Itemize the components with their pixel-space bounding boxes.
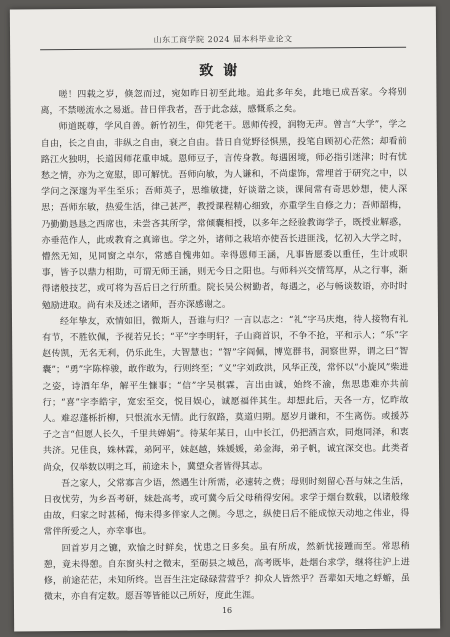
acknowledgements-title: 致谢 [199, 62, 248, 80]
acknowledgements-body [40, 85, 410, 606]
paragraph-farewell: 嗟！四载之岁，倏忽而过，宛如昨日初至此地。追此多年矣，此地已成吾家。今将别离，不禁嗟流水之易逝。昔日伴我者，吾于此念兹，感慨系之矣。 [40, 87, 407, 117]
paragraph-friends: 经年挚友，欢情如旧，微斯人，吾谁与归？一言以志之：“礼”字马庆炮，待人接物有礼有节，不胜钦佩，予视若兄长；“平”字李明轩，子山商首识，不争不抢，平和示人；“乐”字赵传凯，无名无利，仍乐此生，大智慧也；“智”字阎佩，博览群书，洞察世界，谓之曰“智囊”；“勇”字陈梓骏，敢作敢为，行则终至；“义”字刘政洪，风华正茂，常怀以“小旋风”柴进之姿，诗酒年华，解平生慷事；“信”字吴棋霖，言出由诚，始终不渝，焦思患难亦共前行；“喜”字李皓宇，宽宏至交，悦目娱心，诚愿福伴其生。却想此后，天各一方，忆昨故人。难忍蓬栎折柳，只恨流水无情。此行叙路，莫道归期。愿岁月谦和，不生离伤。或援苏子之言“但愿人长久，千里共婵娟”。待某年某日，山中长江，仍把酒言欢，同炮同泽，和衷共济。兄佳良，姝林霖，弟阿平，妹赵越，姝媛媛，弟金海，弟子帆，诚宜深交也。此类者尚众，仅举数以明之耳，前途未卜，冀望众者皆得其志。 [42, 314, 409, 473]
page-number: 16 [221, 605, 233, 616]
paragraph-family: 吾之家人，父常寡言少语，然遇生计所需，必速转之费；母则时刻留心吾与妹之生活，日夜忧劳，为乡吾考研，妹赴高考，或可冀今后父母稍得安闲。求学于烟台数载，以诸般缘由故，归家之时甚稀，悔未得多伴家人之侧。今思之，纵使日后不能成惊天动地之伟业，得常伴所爱之人，亦幸事也。 [43, 476, 410, 538]
running-header: 山东工商学院 2024 届本科毕业论文 [40, 33, 406, 51]
thesis-page [10, 7, 440, 632]
paragraph-teachers: 师道既尊，学风自善。新竹初生，仰凭老干。恩师传授，润物无声。曾言“大学”，学之自由，长之自由，非纵之自由，衰之自由。昔日自觉野径惧黑，投笔自顾初心茫然；却看前路江火独明，长道因师花重申城。恩师豆子，言传身教。每遇困境，师必指引迷津；时有忧愁之情，亦为之宽慰，即可解忧。吾师向敏，为人谦和，不尚虚饰，常埋首于研究之中，以学问之深邃为平生至乐；吾师英子，思维敏捷，好谈谐之谈，课间常有奇思妙想，使人深思；吾师东敏，热爱生活，律己甚严，教授课程精心细致，亦重学生自修之力；吾师韶梅，乃勤勤恳恳之西席也，未尝吝其所学，常倾囊相授，以多年之经验教诲学子，既授业解惑，亦垂范作人，此或教育之真谛也。学之外，诸师之栽培亦使吾长进匪浅，忆初入大学之时，懵然无知，见同窗之卓尔，常感自愧弗如。幸得恩师王涵，凡事皆愿委以重任，生计或职事，皆予以鼎力相助，可谓无师王涵，则无今日之阳也。与师科兴交情笃厚，从之行事，渐得诸般技艺，或可将为吾后日之行所重。院长吴公树勤者，每遇之，必与畅谈数语，亦时时勉励进取。尚有未及述之诸师，吾亦深感谢之。 [40, 120, 408, 311]
paragraph-reflection: 回首岁月之镳，欢愉之时鲜矣，忧患之日多矣。虽有所成，然新忧接踵而至。常思稍憩，竟未得憩。自东窗头村之微末，至砺县之城邑，高考既毕，赴烟台求学，继将往沪上进修，前途茫茫，未知所终。岂吾生注定碌碌营营乎？抑众人皆然乎？吾辈如天地之蜉蝣，虽微末，亦自有定数。愿吾等皆能以己所好，度此生涯。 [43, 541, 410, 603]
